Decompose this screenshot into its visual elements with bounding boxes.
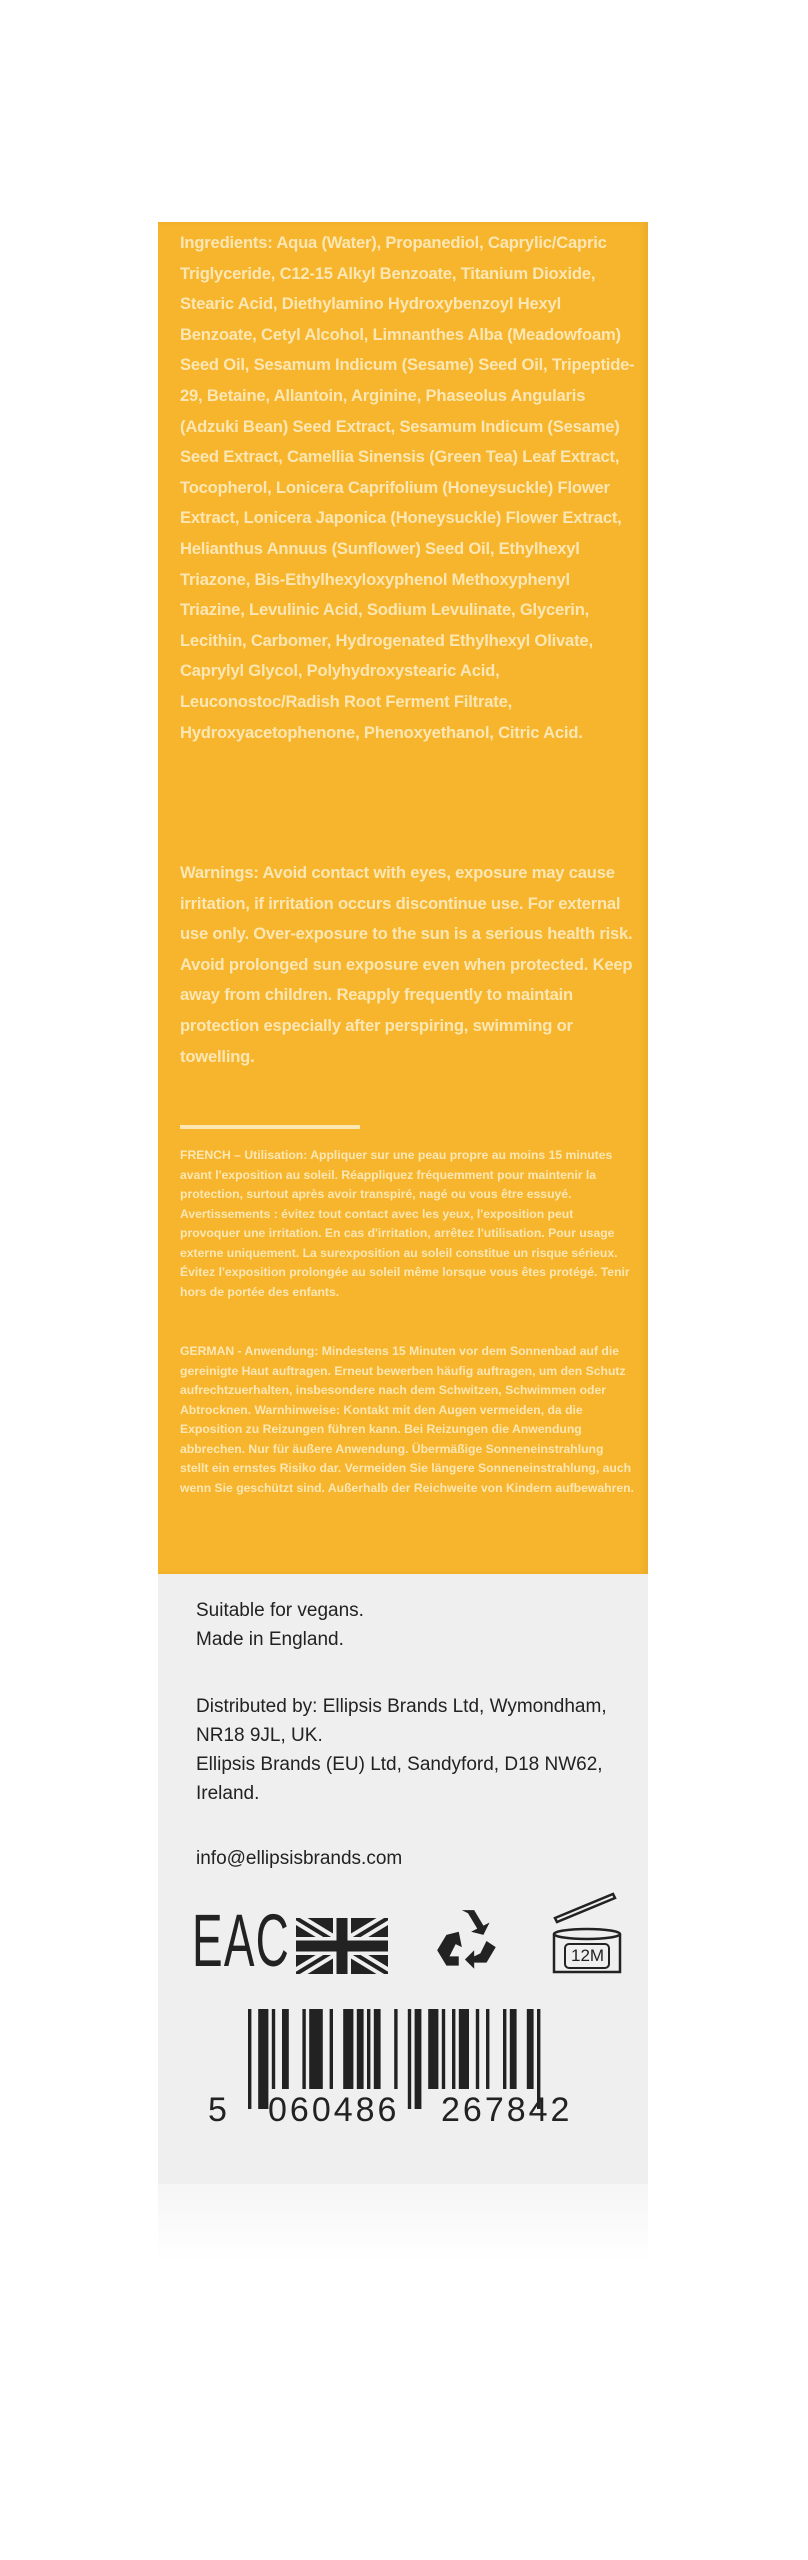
- eac-label: EAC: [192, 1899, 291, 1982]
- barcode-bar: [476, 2009, 479, 2089]
- barcode-bar: [258, 2009, 268, 2109]
- barcode-bar: [459, 2009, 469, 2089]
- made-in-text: Made in England.: [196, 1629, 344, 1650]
- divider: [180, 1125, 360, 1129]
- barcode-bar: [374, 2009, 381, 2089]
- product-box-side: [158, 222, 648, 2184]
- barcode-bar: [394, 2009, 397, 2089]
- period-after-opening-icon: [551, 1890, 623, 1985]
- barcode-bar: [486, 2009, 489, 2089]
- uk-flag-icon: [296, 1918, 388, 1979]
- barcode-bar: [442, 2009, 445, 2089]
- barcode-bar: [428, 2009, 438, 2089]
- email-text: info@ellipsisbrands.com: [196, 1848, 403, 1869]
- barcode-right-digits: 267842: [441, 2091, 573, 2129]
- french-text: FRENCH – Utilisation: Appliquer sur une peau propre au moins 15 minutes avant l'exposition au soleil. Réappliquez fréquemment pour maintenir la protection, surtout après avoir transpiré, nagé ou vous être essuyé. Avertissements : évitez tout contact avec les yeux, l'exposition peut provoquer une irritation. En cas d'irritation, arrêtez l'utilisation. Pour usage externe uniquement. La surexposition au soleil constitue un risque sérieux. Évitez l'exposition prolongée au soleil même lorsque vous êtes protégé. Tenir hors de portée des enfants.: [180, 1148, 630, 1299]
- barcode-bar: [302, 2009, 305, 2089]
- pao-label: 12M: [571, 1946, 605, 1965]
- distributor-eu: Ellipsis Brands (EU) Ltd, Sandyford, D18 NW62, Ireland.: [196, 1754, 603, 1804]
- ingredients-text: Ingredients: Aqua (Water), Propanediol, Caprylic/Capric Triglyceride, C12-15 Alkyl Benzoate, Titanium Dioxide, Stearic Acid, Diethylamino Hydroxybenzoyl Hexyl Benzoate, Cetyl Alcohol, Limnanthes Alba (Meadowfoam) Seed Oil, Sesamum Indicum (Sesame) Seed Oil, Tripeptide-29, Betaine, Allantoin, Arginine, Phaseolus Angularis (Adzuki Bean) Seed Extract, Sesamum Indicum (Sesame) Seed Extract, Camellia Sinensis (Green Tea) Leaf Extract, Tocopherol, Lonicera Caprifolium (Honeysuckle) Flower Extract, Lonicera Japonica (Honeysuckle) Flower Extract, Helianthus Annuus (Sunflower) Seed Oil, Ethylhexyl Triazone, Bis-Ethylhexyloxyphenol Methoxyphenyl Triazine, Levulinic Acid, Sodium Levulinate, Glycerin, Lecithin, Carbomer, Hydrogenated Ethylhexyl Olivate, Caprylyl Glycol, Polyhydroxystearic Acid, Leuconostoc/Radish Root Ferment Filtrate, Hydroxyacetophenone, Phenoxyethanol, Citric Acid.: [180, 233, 635, 742]
- certification-icons: [192, 1899, 616, 1984]
- origin-info: [196, 1596, 364, 1654]
- recycle-icon: [431, 1904, 505, 1983]
- distributor-uk: Distributed by: Ellipsis Brands Ltd, Wymondham, NR18 9JL, UK.: [196, 1696, 607, 1746]
- distributor-info: [196, 1692, 626, 1808]
- barcode-bar: [367, 2009, 370, 2089]
- yellow-panel: [158, 222, 648, 1574]
- german-text: GERMAN - Anwendung: Mindestens 15 Minuten vor dem Sonnenbad auf die gereinigte Haut auftragen. Erneut bewerben häufig auftragen, um den Schutz aufrechtzuerhalten, insbesondere nach dem Schwitzen, Schwimmen oder Abtrocknen. Warnhinweise: Kontakt mit den Augen vermeiden, da die Exposition zu Reizungen führen kann. Bei Reizungen die Anwendung abbrechen. Nur für äußere Anwendung. Übermäßige Sonneneinstrahlung stellt ein ernstes Risiko dar. Vermeiden Sie längere Sonneneinstrahlung, auch wenn Sie geschützt sind. Außerhalb der Reichweite von Kindern aufbewahren.: [180, 1344, 634, 1495]
- barcode-bar: [510, 2009, 517, 2089]
- barcode-bar: [330, 2009, 333, 2089]
- barcode-bar: [415, 2009, 422, 2109]
- eac-icon: [192, 1899, 291, 1982]
- barcode: [208, 2009, 638, 2149]
- barcode-bar: [408, 2009, 411, 2109]
- barcode-bar: [282, 2009, 289, 2089]
- barcode-bar: [272, 2009, 275, 2089]
- barcode-left-digits: 060486: [268, 2091, 400, 2129]
- warnings-text: Warnings: Avoid contact with eyes, exposure may cause irritation, if irritation occurs discontinue use. For external use only. Over-exposure to the sun is a serious health risk. Avoid prolonged sun exposure even when protected. Keep away from children. Reapply frequently to maintain protection especially after perspiring, swimming or towelling.: [180, 863, 633, 1066]
- vegan-text: Suitable for vegans.: [196, 1600, 364, 1621]
- barcode-bar: [503, 2009, 506, 2089]
- barcode-bar: [452, 2009, 455, 2089]
- barcode-bar: [343, 2009, 353, 2089]
- barcode-bar: [527, 2009, 534, 2089]
- barcode-bar: [357, 2009, 364, 2089]
- barcode-first-digit: 5: [208, 2091, 227, 2129]
- white-panel: [158, 1574, 648, 2184]
- box-reflection: [158, 2184, 648, 2264]
- barcode-bar: [309, 2009, 323, 2089]
- barcode-bar: [248, 2009, 251, 2109]
